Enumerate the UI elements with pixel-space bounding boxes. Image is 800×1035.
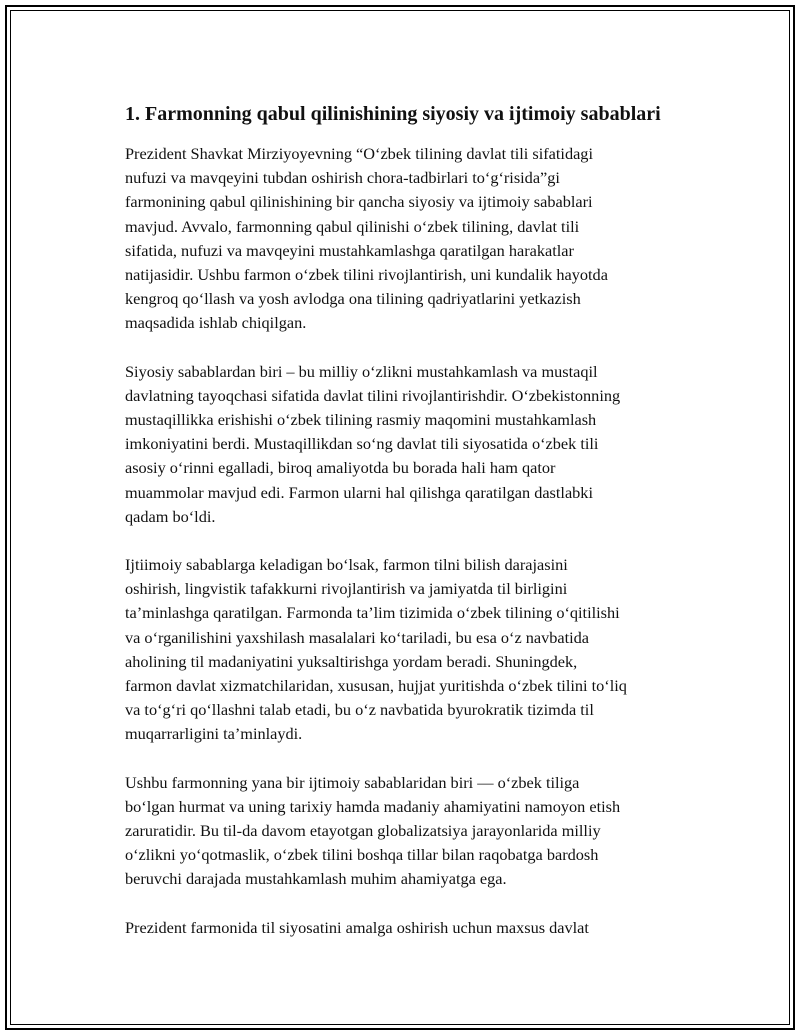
document-body bbox=[125, 100, 695, 964]
paragraph-2: Siyosiy sabablardan biri – bu milliy o‘zlikni mustahkamlash va mustaqil davlatning tayoqchasi sifatida davlat tilini rivojlantirishdir. O‘zbekistonning mustaqillikka erishishi o‘zbek tilining rasmiy maqomini mustahkamlash imkoniyatini berdi. Mustaqillikdan so‘ng davlat tili siyosatida o‘zbek tili asosiy o‘rinni egalladi, biroq amaliyotda bu borada hali ham qator muammolar mavjud edi. Farmon ularni hal qilishga qaratilgan dastlabki qadam bo‘ldi. bbox=[125, 361, 621, 526]
section-heading: 1. Farmonning qabul qilinishining siyosiy va ijtimoiy sabablari bbox=[125, 103, 661, 125]
paragraph-3: Ijtiimoiy sabablarga keladigan bo‘lsak, farmon tilni bilish darajasini oshirish, lingvistik tafakkurni rivojlantirish va jamiyatda til birligini ta’minlashga qaratilgan. Farmonda ta’lim tizimida o‘zbek tilining o‘qitilishi va o‘rganilishini yaxshilash masalalari ko‘tariladi, bu esa o‘z navbatida aholining til madaniyatini yuksaltirishga yordam beradi. Shuningdek, farmon davlat xizmatchilaridan, xususan, hujjat yuritishda o‘zbek tilini to‘liq va to‘g‘ri qo‘llashni talab etadi, bu o‘z navbatida byurokratik tizimda til muqarrarligini ta’minlaydi. bbox=[125, 555, 627, 744]
paragraph-5: Prezident farmonida til siyosatini amalga oshirish uchun maxsus davlat bbox=[125, 917, 589, 937]
paragraph-4: Ushbu farmonning yana bir ijtimoiy sabablaridan biri — o‘zbek tiliga bo‘lgan hurmat va uning tarixiy hamda madaniy ahamiyatini namoyon etish zaruratidir. Bu til-da davom etayotgan globalizatsiya jarayonlarida milliy o‘zlikni yo‘qotmaslik, o‘zbek tilini boshqa tillar bilan raqobatga bardosh beruvchi darajada mustahkamlash muhim ahamiyatga ega. bbox=[125, 772, 621, 889]
paragraph-1: Prezident Shavkat Mirziyoyevning “O‘zbek tilining davlat tili sifatidagi nufuzi va mavqeyini tubdan oshirish chora-tadbirlari to‘g‘risida”gi farmonining qabul qilinishining bir qancha siyosiy va ijtimoiy sabablari mavjud. Avvalo, farmonning qabul qilinishi o‘zbek tilining, davlat tili sifatida, nufuzi va mavqeyini mustahkamlashga qaratilgan harakatlar natijasidir. Ushbu farmon o‘zbek tilini rivojlantirish, uni kundalik hayotda kengroq qo‘llash va yosh avlodga ona tilining qadriyatlarini yetkazish maqsadida ishlab chiqilgan. bbox=[125, 144, 608, 333]
page-frame bbox=[5, 5, 795, 1030]
